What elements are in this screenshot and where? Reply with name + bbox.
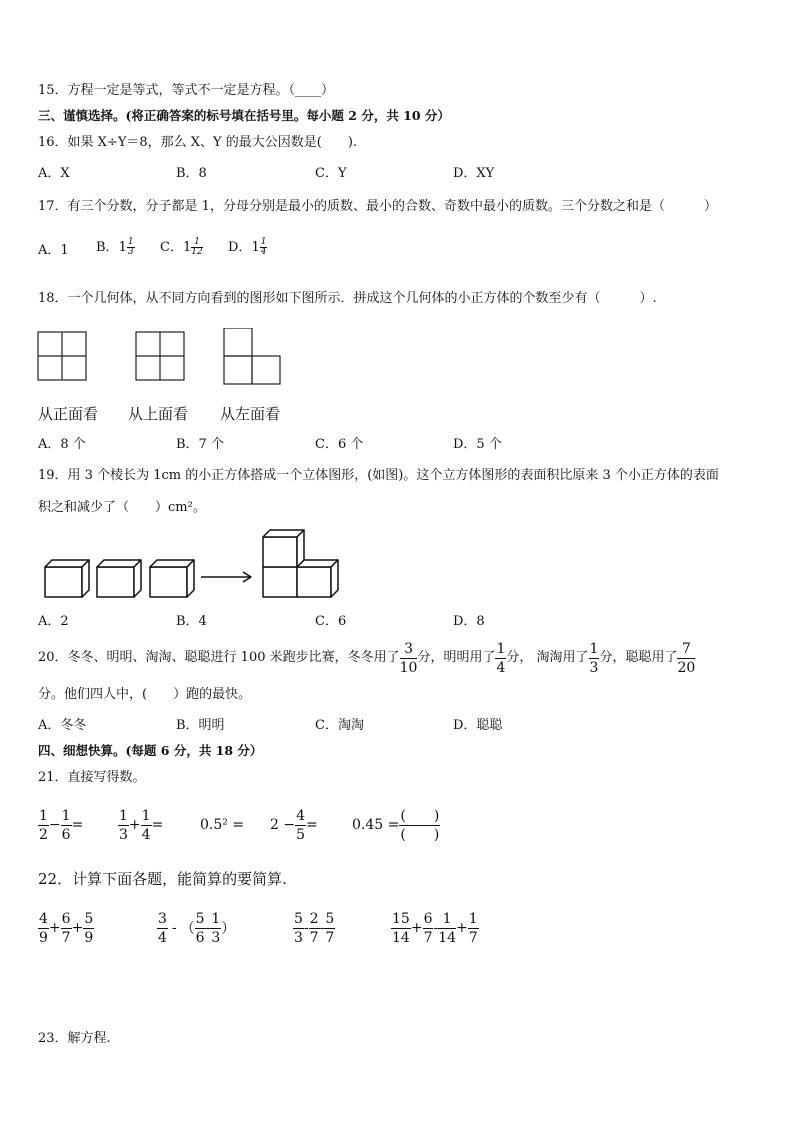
operator: − bbox=[48, 817, 61, 833]
frac-num: 5 bbox=[84, 910, 94, 927]
q19-cubes-figure bbox=[40, 527, 350, 601]
frac-num: 6 bbox=[61, 910, 71, 927]
left-view-label: 从左面看 bbox=[220, 405, 281, 423]
q21-expr-5 bbox=[352, 802, 440, 848]
q22-expr-4 bbox=[391, 907, 479, 949]
frac-den: 3 bbox=[119, 826, 128, 843]
frac-den: 4 bbox=[260, 247, 267, 257]
question-21-stem: 21．直接写得数。 bbox=[38, 770, 146, 785]
frac-num: 3 bbox=[400, 642, 418, 659]
option-value: 1 bbox=[60, 243, 69, 258]
equals: = bbox=[71, 817, 84, 833]
cube-3 bbox=[150, 560, 194, 597]
question-20-stem-line1 bbox=[38, 638, 695, 678]
frac-num: 1 bbox=[127, 237, 134, 247]
question-16-stem: 16．如果 X÷Y＝8，那么 X、Y 的最大公因数是( ). bbox=[38, 135, 358, 150]
frac-num: 2 bbox=[309, 910, 319, 927]
q21-expr-2 bbox=[118, 804, 163, 846]
open-paren: （ bbox=[180, 921, 195, 937]
frac-den: 6 bbox=[195, 929, 205, 946]
question-19-stem-line2: 积之和减少了（ ）cm²。 bbox=[38, 500, 206, 515]
frac-den: 12 bbox=[191, 247, 203, 257]
option-whole: 1 bbox=[251, 239, 260, 255]
frac-num: 15 bbox=[392, 910, 410, 927]
expression: 0.5² = bbox=[200, 817, 245, 833]
q16-option-a[interactable]: A．X bbox=[38, 166, 70, 181]
q18-views-figure bbox=[36, 328, 296, 386]
operator: + bbox=[71, 920, 84, 936]
front-view-grid bbox=[38, 332, 86, 380]
frac-num: 5 bbox=[294, 910, 303, 927]
frac-den: 4 bbox=[496, 659, 506, 676]
question-18-stem: 18．一个几何体，从不同方向看到的图形如下图所示．拼成这个几何体的小正方体的个数至少有（ ）. bbox=[38, 291, 657, 306]
q21-expr-3 bbox=[200, 804, 244, 846]
frac-den: 4 bbox=[141, 826, 151, 843]
stem-text: 分，明明用了 bbox=[417, 650, 496, 665]
q16-option-d[interactable]: D．XY bbox=[453, 166, 495, 181]
frac-den: 4 bbox=[158, 929, 167, 946]
operator: + bbox=[456, 920, 468, 936]
frac-num: 4 bbox=[296, 807, 306, 824]
frac-num: 4 bbox=[39, 910, 48, 927]
question-23-stem: 23．解方程. bbox=[38, 1031, 111, 1046]
operator: - bbox=[205, 920, 211, 936]
frac-den: 7 bbox=[61, 929, 71, 946]
frac-den: 2 bbox=[39, 826, 48, 843]
frac-num: 6 bbox=[423, 910, 433, 927]
stem-text: 分， 淘淘用了 bbox=[506, 650, 589, 665]
question-17-stem: 17．有三个分数，分子都是 1，分母分别是最小的质数、最小的合数、奇数中最小的质数。三个分数之和是（ ） bbox=[38, 199, 717, 214]
frac-num: 1 bbox=[39, 807, 48, 824]
frac-den: 20 bbox=[677, 659, 696, 676]
question-15: 15．方程一定是等式，等式不一定是方程。（____） bbox=[38, 83, 335, 98]
option-whole: 1 bbox=[182, 239, 192, 255]
frac-num: 1 bbox=[119, 807, 128, 824]
q20-option-b[interactable]: B．明明 bbox=[176, 718, 225, 733]
operator: - bbox=[303, 920, 309, 936]
blank-num[interactable]: ( ) bbox=[400, 807, 440, 824]
operator: + bbox=[410, 920, 423, 936]
q20-option-a[interactable]: A．冬冬 bbox=[38, 718, 87, 733]
q18-option-d[interactable]: D．5 个 bbox=[453, 437, 502, 452]
front-view-label: 从正面看 bbox=[38, 405, 99, 423]
frac-num: 1 bbox=[191, 238, 202, 248]
operator: - bbox=[433, 920, 439, 936]
q22-expr-1 bbox=[38, 907, 94, 949]
frac-den: 6 bbox=[61, 826, 71, 843]
top-view-label: 从上面看 bbox=[128, 405, 189, 423]
question-19-stem-line1: 19．用 3 个棱长为 1cm 的小正方体搭成一个立体图形，(如图)。这个立方体图形的表面积比原来 3 个小正方体的表面 bbox=[38, 468, 719, 483]
question-20-stem-line2: 分。他们四人中，( ）跑的最快。 bbox=[38, 687, 252, 702]
q21-expr-1 bbox=[38, 804, 83, 846]
arrow-right bbox=[201, 572, 251, 582]
q22-expr-3 bbox=[293, 907, 335, 949]
q20-option-c[interactable]: C．淘淘 bbox=[315, 718, 364, 733]
frac-den: 10 bbox=[399, 659, 418, 676]
stem-text: 20．冬冬、明明、淘淘、聪聪进行 100 米跑步比赛，冬冬用了 bbox=[38, 650, 400, 665]
option-letter: A． bbox=[38, 243, 61, 258]
blank-den[interactable]: ( ) bbox=[400, 826, 440, 843]
frac-num: 3 bbox=[158, 910, 167, 927]
frac-num: 1 bbox=[468, 910, 478, 927]
q17-option-b[interactable] bbox=[96, 238, 135, 257]
section-3-title: 三、谨慎选择。(将正确答案的标号填在括号里。每小题 2 分，共 10 分） bbox=[38, 108, 450, 123]
top-view-grid bbox=[136, 332, 184, 380]
left-view-grid bbox=[224, 328, 280, 384]
frac-den: 14 bbox=[392, 929, 410, 946]
frac-num: 7 bbox=[677, 642, 695, 659]
q16-option-c[interactable]: C．Y bbox=[315, 166, 347, 181]
option-letter: C． bbox=[160, 239, 183, 255]
operator: - bbox=[319, 920, 325, 936]
frac-num: 1 bbox=[496, 640, 506, 657]
q20-option-d[interactable]: D．聪聪 bbox=[453, 718, 503, 733]
frac-num: 1 bbox=[141, 807, 151, 824]
frac-den: 7 bbox=[423, 929, 433, 946]
frac-den: 5 bbox=[296, 826, 306, 843]
q18-option-a[interactable]: A．8 个 bbox=[38, 437, 86, 452]
frac-den: 3 bbox=[589, 659, 599, 676]
option-whole: 1 bbox=[118, 239, 127, 255]
operator: + bbox=[128, 817, 141, 833]
operator: - bbox=[171, 920, 177, 936]
q16-option-b[interactable]: B．8 bbox=[176, 166, 207, 181]
q21-expr-4 bbox=[270, 804, 318, 846]
q22-expr-2 bbox=[157, 907, 235, 949]
stacked-cubes bbox=[263, 530, 338, 597]
expression-prefix: 2 − bbox=[270, 817, 296, 833]
section-4-title: 四、细想快算。(每题 6 分，共 18 分） bbox=[38, 743, 263, 758]
cube-1 bbox=[45, 560, 89, 597]
option-letter: B． bbox=[96, 239, 119, 255]
q19-option-a[interactable]: A．2 bbox=[38, 614, 69, 629]
equals: = bbox=[151, 817, 164, 833]
frac-den: 7 bbox=[309, 929, 319, 946]
frac-den: 9 bbox=[84, 929, 94, 946]
close-paren: ） bbox=[221, 921, 236, 937]
q17-option-a[interactable] bbox=[38, 243, 69, 259]
q19-option-b[interactable]: B．4 bbox=[176, 614, 207, 629]
frac-num: 1 bbox=[589, 640, 599, 657]
q17-option-d[interactable] bbox=[228, 238, 267, 257]
frac-num: 1 bbox=[211, 910, 221, 927]
q19-option-c[interactable]: C．6 bbox=[315, 614, 347, 629]
frac-num: 1 bbox=[260, 237, 267, 247]
frac-den: 7 bbox=[468, 929, 478, 946]
operator: + bbox=[48, 920, 61, 936]
q19-option-d[interactable]: D．8 bbox=[453, 614, 485, 629]
q18-option-c[interactable]: C．6 个 bbox=[315, 437, 364, 452]
frac-den: 9 bbox=[39, 929, 48, 946]
expression-prefix: 0.45 = bbox=[352, 817, 400, 833]
q17-option-c[interactable] bbox=[160, 238, 203, 257]
frac-den: 14 bbox=[438, 929, 457, 946]
frac-den: 3 bbox=[127, 247, 134, 257]
cube-2 bbox=[97, 560, 141, 597]
frac-num: 5 bbox=[195, 910, 205, 927]
frac-num: 5 bbox=[325, 910, 335, 927]
option-letter: D． bbox=[228, 239, 252, 255]
frac-den: 7 bbox=[325, 929, 335, 946]
equals: = bbox=[306, 817, 318, 833]
frac-num: 1 bbox=[61, 807, 71, 824]
question-22-stem: 22．计算下面各题，能简算的要简算. bbox=[38, 870, 287, 888]
frac-den: 3 bbox=[294, 929, 303, 946]
frac-den: 3 bbox=[211, 929, 221, 946]
q18-option-b[interactable]: B．7 个 bbox=[176, 437, 224, 452]
stem-text: 分，聪聪用了 bbox=[599, 650, 678, 665]
frac-num: 1 bbox=[438, 912, 456, 929]
